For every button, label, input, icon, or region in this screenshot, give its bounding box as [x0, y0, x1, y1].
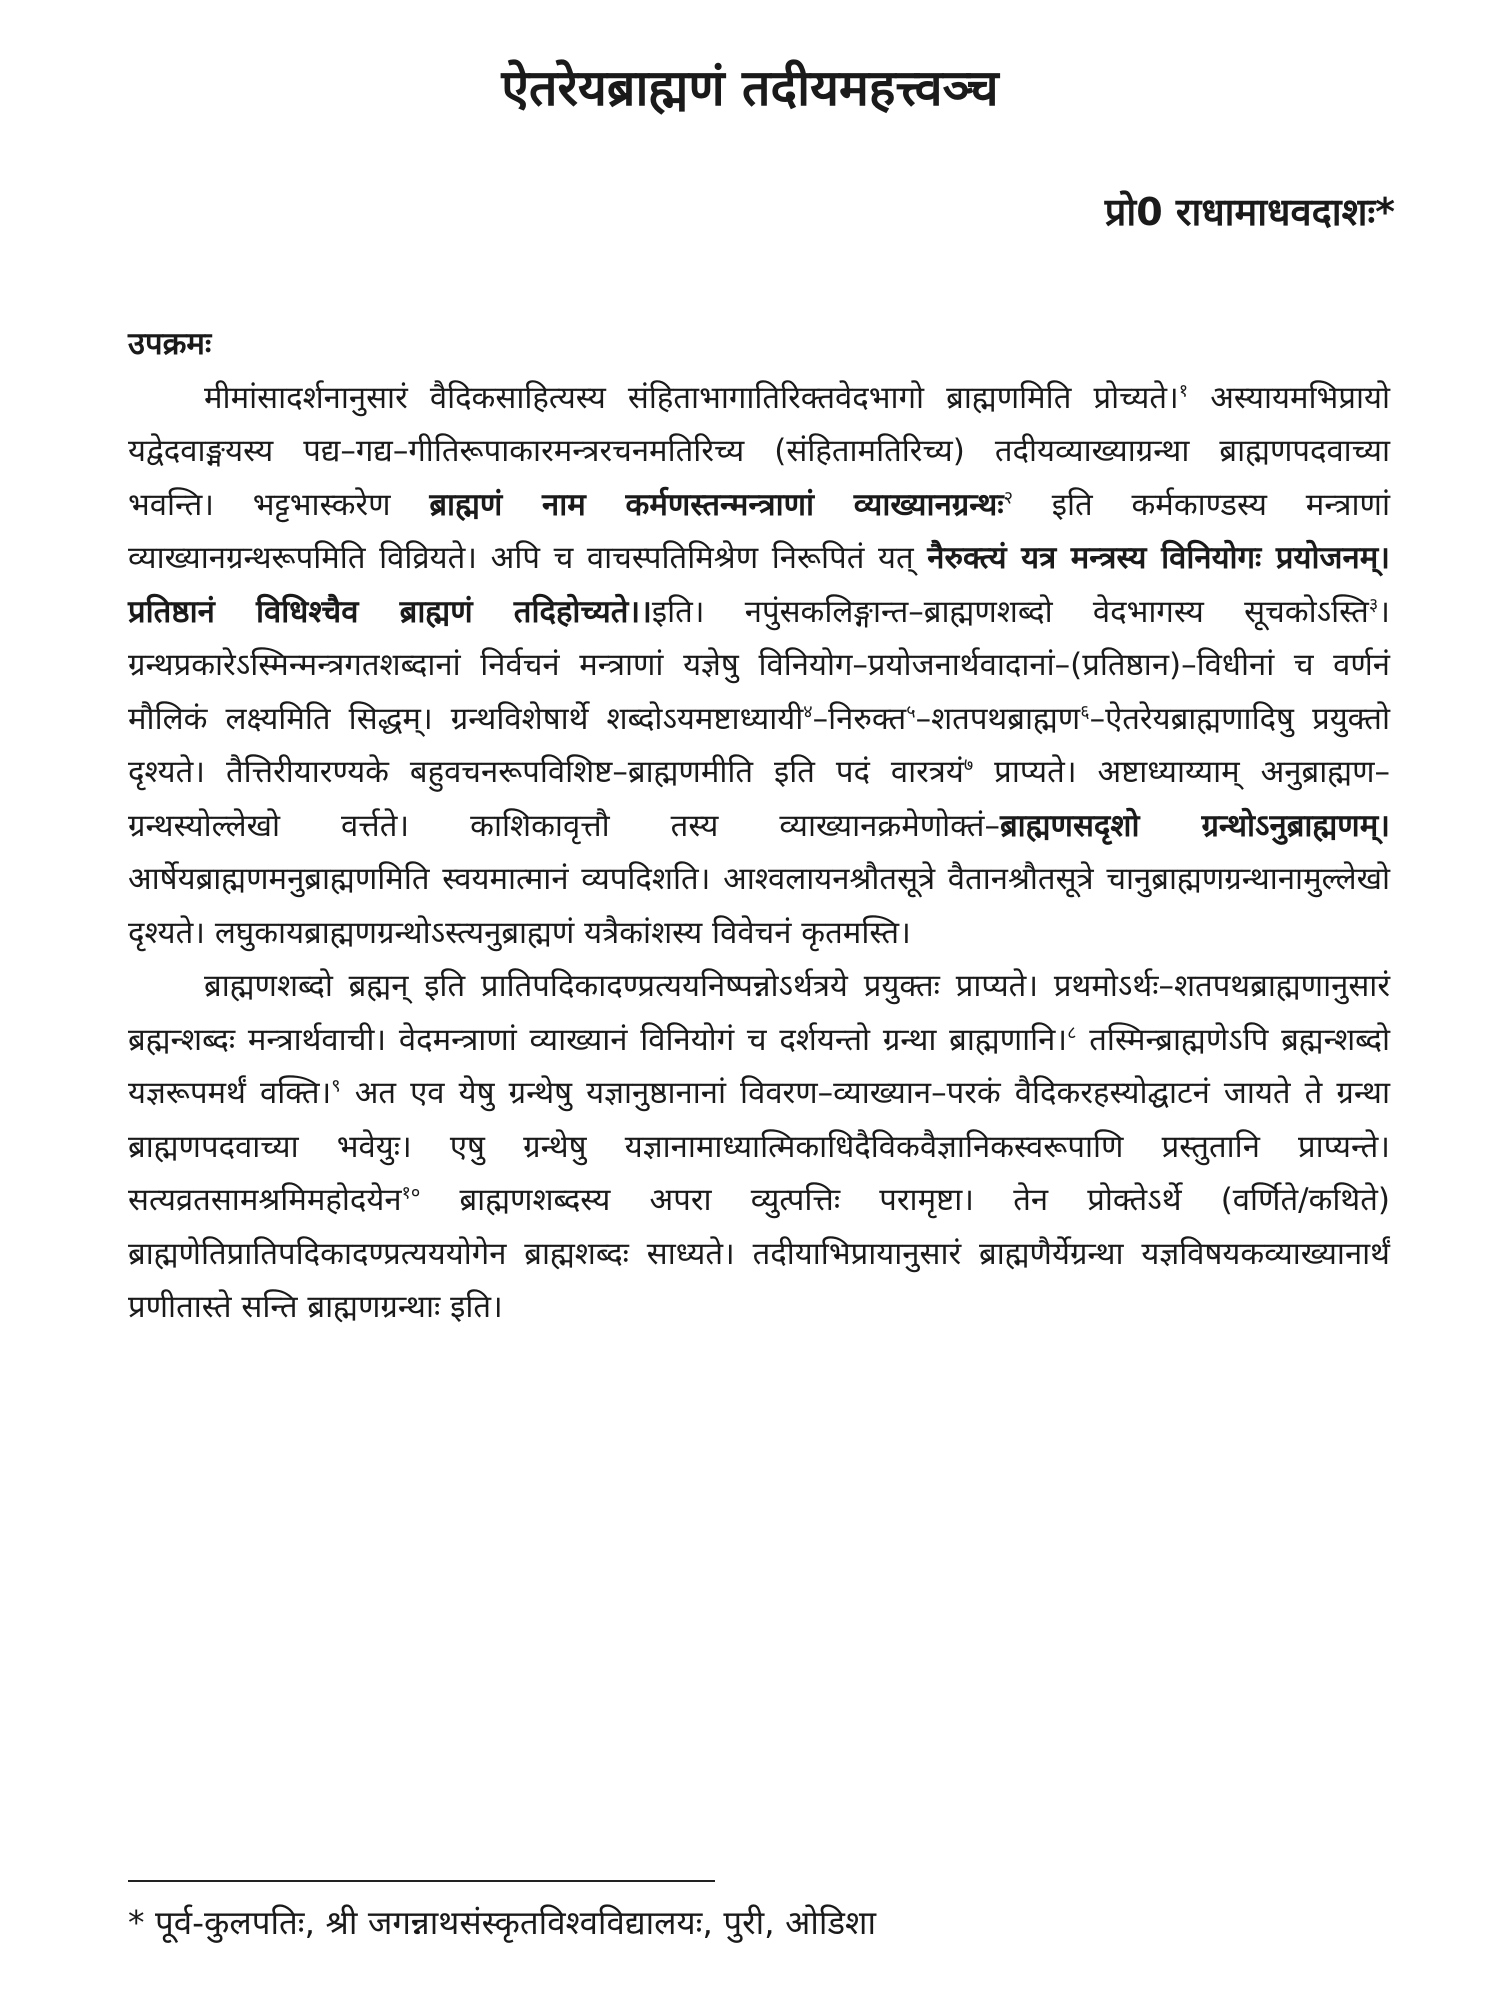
- text-run: अत एव येषु ग्रन्थेषु यज्ञानुष्ठानानां विवरण–व्याख्यान–परकं वैदिकरहस्योद्घाटनं जायते ते ग्रन्था ब्राह्मणपदवाच्या भवेयुः। एषु ग्रन्थेषु यज्ञानामाध्यात्मिकाधिदैविकवैज्ञानिकस्वरूपाणि प्रस्तुतानि प्राप्यन्ते। सत्यव्रतसामश्रमिमहोदयेन: [128, 1075, 1391, 1218]
- text-run: इति कर्मकाण्डस्य मन्त्राणां व्याख्यानग्रन्थरूपमिति विव्रियते। अपि च वाचस्पतिमिश्रेण निरूपितं यत्: [128, 486, 1390, 576]
- text-run: –निरुक्त: [812, 700, 907, 737]
- footnote: * पूर्व-कुलपतिः, श्री जगन्नाथसंस्कृतविश्वविद्यालयः, पुरी, ओडिशा: [128, 1903, 877, 1942]
- footnote-marker: ५: [906, 701, 916, 723]
- footnote-marker: ४: [803, 701, 813, 723]
- bold-quote: ब्राह्मणं नाम कर्मणस्तन्मन्त्राणां व्याख्यानग्रन्थः: [429, 486, 1004, 523]
- footnote-divider: [128, 1880, 715, 1882]
- bold-quote: ब्राह्मणसदृशो ग्रन्थोऽनुब्राह्मणम्।: [999, 807, 1390, 844]
- text-run: ब्राह्मणशब्दो ब्रह्मन् इति प्रातिपदिकादण्प्रत्ययनिष्पन्नोऽर्थत्रये प्रयुक्तः प्राप्यते। प्रथमोऽर्थः–शतपथब्राह्मणानुसारं ब्रह्मन्शब्दः मन्त्रार्थवाची। वेदमन्त्राणां व्याख्यानं विनियोगं च दर्शयन्तो ग्रन्था ब्राह्मणानि।: [128, 968, 1390, 1058]
- footnote-marker: २: [1003, 487, 1013, 509]
- article-title: ऐतरेयब्राह्मणं तदीयमहत्त्वञ्च: [501, 59, 999, 117]
- text-run: इति। नपुंसकलिङ्गान्त–ब्राह्मणशब्दो वेदभागस्य सूचकोऽस्ति: [651, 593, 1369, 630]
- text-run: –शतपथब्राह्मण: [915, 700, 1081, 737]
- text-run: –ऐतरेयब्राह्मणादिषु प्रयुक्तो दृश्यते। तैत्तिरीयारण्यके बहुवचनरूपविशिष्ट–ब्राह्मणमीति इति पदं वारत्रयं: [128, 700, 1391, 790]
- footnote-marker: ६: [1080, 701, 1090, 723]
- text-run: ब्राह्मणशब्दस्य अपरा व्युत्पत्तिः परामृष्टा। तेन प्रोक्तेऽर्थे (वर्णिते/कथिते) ब्राह्मणेतिप्रातिपदिकादण्प्रत्यययोगेन ब्राह्मशब्दः साध्यते। तदीयाभिप्रायानुसारं ब्राह्मणैर्येग्रन्था यज्ञविषयकव्याख्यानार्थं प्रणीतास्ते सन्ति ब्राह्मणग्रन्थाः इति।: [128, 1182, 1390, 1325]
- author-name: प्रो0 राधामाधवदाशः*: [1104, 190, 1395, 234]
- text-run: तस्मिन्ब्राह्मणेऽपि ब्रह्मन्शब्दो यज्ञरूपमर्थं वक्ति।: [128, 1021, 1391, 1111]
- footnote-marker: १०: [401, 1182, 421, 1204]
- text-run: आर्षेयब्राह्मणमनुब्राह्मणमिति स्वयमात्मानं व्यपदिशति। आश्वलायनश्रौतसूत्रे वैतानश्रौतसूत्रे चानुब्राह्मणग्रन्थानामुल्लेखो दृश्यते। लघुकायब्राह्मणग्रन्थोऽस्त्यनुब्राह्मणं यत्रैकांशस्य विवेचनं कृतमस्ति।: [128, 861, 1390, 951]
- paragraph-2: [128, 960, 1390, 1335]
- footnote-marker: १: [1178, 380, 1189, 402]
- footnote-marker: ७: [963, 754, 974, 776]
- text-run: अस्यायमभिप्रायो यद्वेदवाङ्मयस्य पद्य–गद्य–गीतिरूपाकारमन्त्ररचनमतिरिच्य (संहितामतिरिच्य) तदीयव्याख्याग्रन्था ब्राह्मणपदवाच्या भवन्ति। भट्टभास्करेण: [128, 379, 1391, 523]
- bold-quote: नैरुक्त्यं यत्र मन्त्रस्य विनियोगः प्रयोजनम्। प्रतिष्ठानं विधिश्चैव ब्राह्मणं तदिहोच्यते।।: [128, 540, 1390, 630]
- footnote-marker: ३: [1368, 594, 1379, 616]
- article-body: [128, 318, 1390, 1335]
- footnote-marker: ९: [331, 1075, 341, 1097]
- paragraph-1: [128, 372, 1390, 961]
- text-run: मीमांसादर्शनानुसारं वैदिकसाहित्यस्य संहिताभागातिरिक्तवेदभागो ब्राह्मणमिति प्रोच्यते।: [204, 379, 1179, 416]
- text-run: प्राप्यते। अष्टाध्याय्याम् अनुब्राह्मण–ग्रन्थस्योल्लेखो वर्त्तते। काशिकावृत्तौ तस्य व्याख्यानक्रमेणोक्तं–: [128, 754, 1390, 844]
- section-heading: उपक्रमः: [128, 326, 212, 362]
- text-run: । ग्रन्थप्रकारेऽस्मिन्मन्त्रगतशब्दानां निर्वचनं मन्त्राणां यज्ञेषु विनियोग–प्रयोजनार्थवादानां–(प्रतिष्ठान)–विधीनां च वर्णनं मौलिकं लक्ष्यमिति सिद्धम्। ग्रन्थविशेषार्थे शब्दोऽयमष्टाध्यायी: [128, 593, 1390, 737]
- footnote-marker: ८: [1067, 1022, 1077, 1044]
